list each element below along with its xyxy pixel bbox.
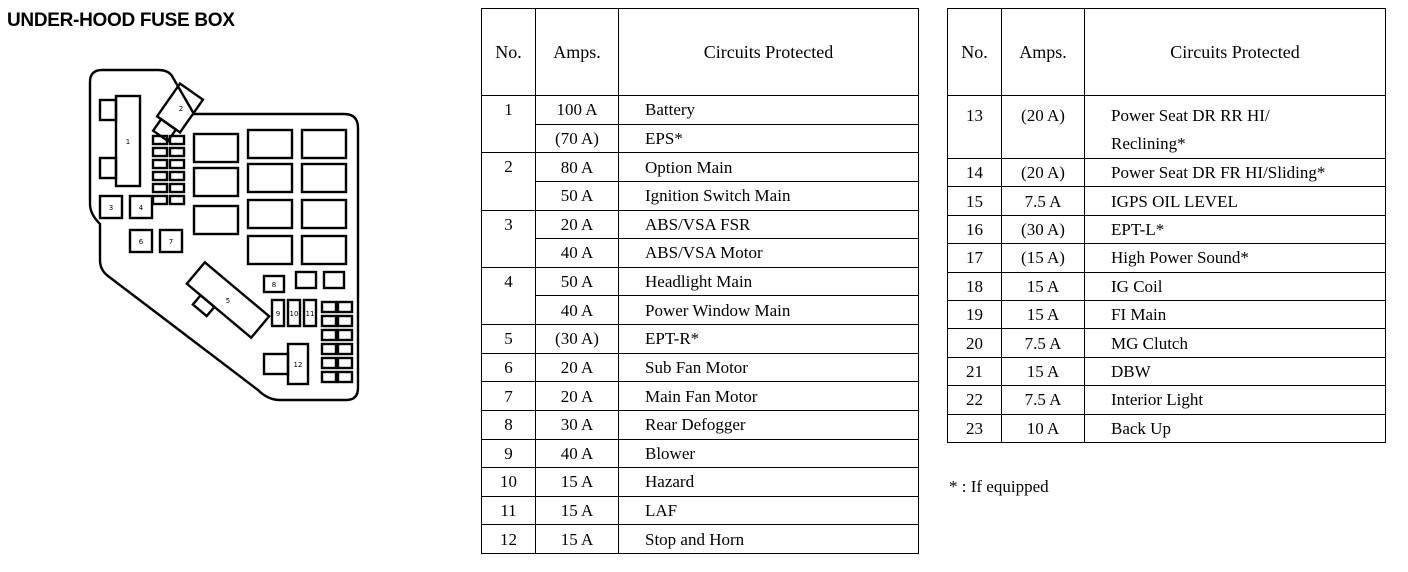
fuse-amps: 20 A (536, 353, 619, 382)
table-row (948, 357, 1386, 385)
fuse-circuit: DBW (1085, 357, 1386, 385)
fuse-number: 8 (482, 410, 536, 439)
relay (194, 134, 238, 162)
svg-text:12: 12 (293, 361, 303, 369)
header-no: No. (482, 9, 536, 96)
fuse-amps: (30 A) (536, 325, 619, 354)
fuse-amps: 40 A (536, 439, 619, 468)
table-row (482, 410, 919, 439)
page-title: UNDER-HOOD FUSE BOX (7, 10, 235, 31)
fuse-circuit: Power Seat DR FR HI/Sliding* (1085, 159, 1386, 187)
table-row (482, 124, 919, 153)
table-row (482, 439, 919, 468)
fuse-amps: (20 A) (1002, 159, 1085, 187)
table-row (482, 153, 919, 182)
header-amps: Amps. (1002, 9, 1085, 96)
fuse-circuit: Back Up (1085, 414, 1386, 442)
fuse-amps: (70 A) (536, 124, 619, 153)
fuse-amps: 20 A (536, 210, 619, 239)
fuse-amps: (20 A) (1002, 96, 1085, 159)
table-row (482, 239, 919, 268)
table-row (948, 215, 1386, 243)
fuse-amps: (15 A) (1002, 244, 1085, 272)
fuse-circuit: High Power Sound* (1085, 244, 1386, 272)
fuse-number: 13 (948, 96, 1002, 159)
svg-text:10: 10 (289, 310, 299, 318)
fuse-amps: 20 A (536, 382, 619, 411)
svg-text:6: 6 (138, 238, 144, 246)
table-row (482, 353, 919, 382)
fuse-amps: 30 A (536, 410, 619, 439)
fuse-amps: 7.5 A (1002, 187, 1085, 215)
table-row (948, 244, 1386, 272)
table-row (482, 382, 919, 411)
fuse-circuit: Stop and Horn (619, 525, 919, 554)
fuse-number: 5 (482, 325, 536, 354)
fuse-amps: 50 A (536, 267, 619, 296)
fuse-number: 1 (482, 96, 536, 153)
fuse-amps: 100 A (536, 96, 619, 125)
fuse-amps: 7.5 A (1002, 329, 1085, 357)
fuse-circuit: Sub Fan Motor (619, 353, 919, 382)
fuse-amps: 80 A (536, 153, 619, 182)
footnote: * : If equipped (949, 477, 1049, 496)
table-row (948, 300, 1386, 328)
fuse-number: 10 (482, 468, 536, 497)
fuse-circuit: IGPS OIL LEVEL (1085, 187, 1386, 215)
table-row (482, 96, 919, 125)
fuse-circuit: MG Clutch (1085, 329, 1386, 357)
fuse-table-right (947, 8, 1386, 443)
fuse-circuit: FI Main (1085, 300, 1386, 328)
table-row (482, 525, 919, 554)
fuse-number: 3 (482, 210, 536, 267)
fuse-amps: 7.5 A (1002, 386, 1085, 414)
fuse-amps: 15 A (536, 525, 619, 554)
fuse-number: 2 (482, 153, 536, 210)
table-row (948, 187, 1386, 215)
fuse-amps: 50 A (536, 181, 619, 210)
table-row (482, 468, 919, 497)
fuse-amps: 40 A (536, 239, 619, 268)
fuse-circuit: Option Main (619, 153, 919, 182)
svg-text:4: 4 (138, 204, 144, 212)
fuse-circuit: ABS/VSA Motor (619, 239, 919, 268)
svg-text:3: 3 (108, 204, 114, 212)
table-row (948, 96, 1386, 159)
fuse-number: 11 (482, 496, 536, 525)
fuse-box-diagram (82, 64, 364, 408)
fuse-amps: (30 A) (1002, 215, 1085, 243)
fuse-number: 4 (482, 267, 536, 324)
fuse-circuit: Battery (619, 96, 919, 125)
fuse-table-left (481, 8, 919, 554)
table-row (948, 159, 1386, 187)
fuse-amps: 15 A (1002, 272, 1085, 300)
table-row (948, 386, 1386, 414)
fuse-circuit: Hazard (619, 468, 919, 497)
svg-text:8: 8 (271, 281, 277, 289)
table-row (482, 267, 919, 296)
fuse-circuit: Power Window Main (619, 296, 919, 325)
table-row (482, 296, 919, 325)
fuse-circuit: Main Fan Motor (619, 382, 919, 411)
fuse-circuit: EPT-L* (1085, 215, 1386, 243)
fuse-circuit-line1: Power Seat DR RR HI/ (1111, 106, 1270, 125)
fuse-number: 7 (482, 382, 536, 411)
fuse-circuit: Ignition Switch Main (619, 181, 919, 210)
fuse-amps: 15 A (1002, 300, 1085, 328)
table-row (948, 272, 1386, 300)
fuse-amps: 15 A (536, 496, 619, 525)
fuse-circuit: ABS/VSA FSR (619, 210, 919, 239)
fuse-circuit: Headlight Main (619, 267, 919, 296)
header-amps: Amps. (536, 9, 619, 96)
table-header-row (948, 9, 1386, 96)
fuse-number: 17 (948, 244, 1002, 272)
fuse-circuit: Rear Defogger (619, 410, 919, 439)
fuse-number: 6 (482, 353, 536, 382)
table-row (482, 496, 919, 525)
fuse-circuit: IG Coil (1085, 272, 1386, 300)
svg-text:7: 7 (168, 238, 174, 246)
fuse-number: 12 (482, 525, 536, 554)
fuse-number: 14 (948, 159, 1002, 187)
svg-text:1: 1 (125, 138, 131, 146)
table-header-row (482, 9, 919, 96)
svg-text:2: 2 (178, 105, 184, 113)
fuse-number: 21 (948, 357, 1002, 385)
fuse-number: 19 (948, 300, 1002, 328)
fuse-number: 16 (948, 215, 1002, 243)
header-circuits: Circuits Protected (619, 9, 919, 96)
fuse-circuit-line2: Reclining* (1111, 134, 1186, 153)
fuse-number: 20 (948, 329, 1002, 357)
fuse-circuit: LAF (619, 496, 919, 525)
fuse-circuit: Interior Light (1085, 386, 1386, 414)
fuse-circuit (1085, 96, 1386, 159)
table-row (482, 210, 919, 239)
fuse-number: 9 (482, 439, 536, 468)
table-row (948, 414, 1386, 442)
fuse-number: 18 (948, 272, 1002, 300)
fuse-5 (179, 262, 269, 347)
fuse-amps: 15 A (536, 468, 619, 497)
fuse-circuit: EPT-R* (619, 325, 919, 354)
fuse-number: 15 (948, 187, 1002, 215)
svg-text:11: 11 (305, 310, 315, 318)
header-no: No. (948, 9, 1002, 96)
fuse-number: 23 (948, 414, 1002, 442)
fuse-number: 22 (948, 386, 1002, 414)
svg-text:9: 9 (275, 310, 281, 318)
table-row (482, 181, 919, 210)
header-circuits: Circuits Protected (1085, 9, 1386, 96)
table-row (948, 329, 1386, 357)
fuse-circuit: EPS* (619, 124, 919, 153)
fuse-amps: 10 A (1002, 414, 1085, 442)
fuse-amps: 40 A (536, 296, 619, 325)
table-row (482, 325, 919, 354)
svg-text:5: 5 (225, 297, 231, 305)
fuse-circuit: Blower (619, 439, 919, 468)
fuse-amps: 15 A (1002, 357, 1085, 385)
